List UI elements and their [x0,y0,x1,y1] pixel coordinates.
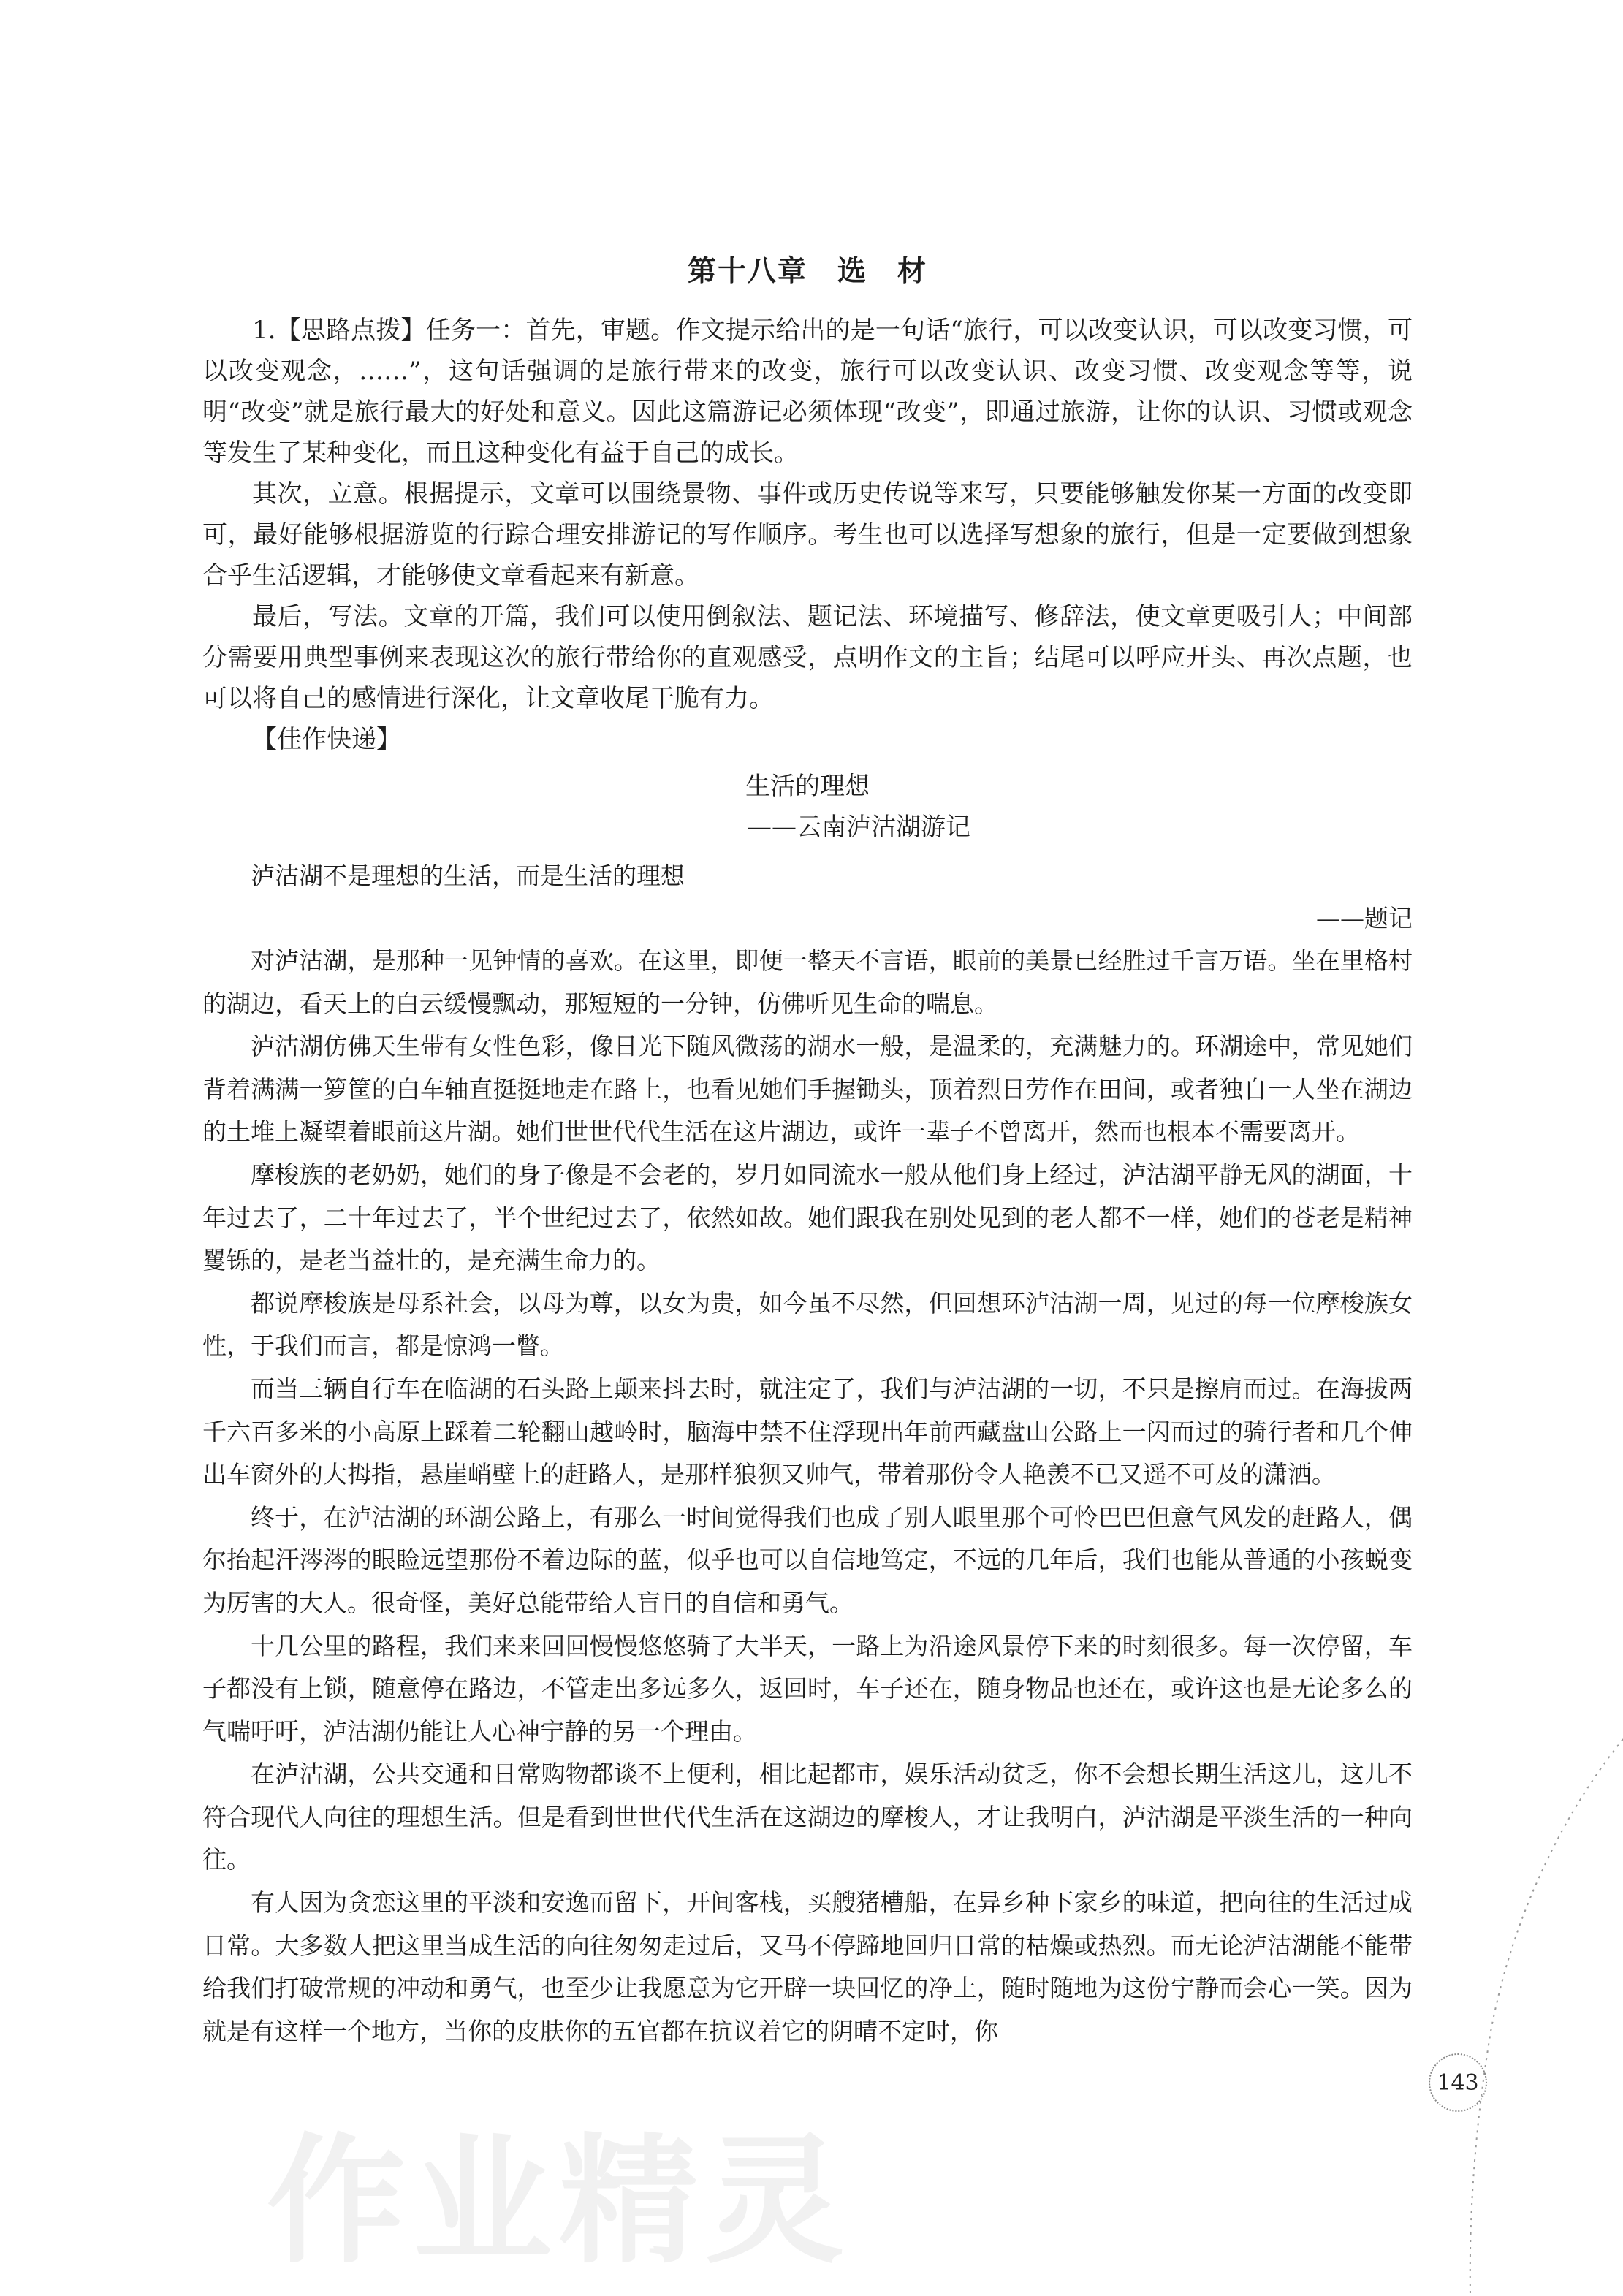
epigraph: 泸沽湖不是理想的生活，而是生活的理想 [251,862,685,890]
essay-paragraph: 摩梭族的老奶奶，她们的身子像是不会老的，岁月如同流水一般从他们身上经过，泸沽湖平静无风的湖面，十年过去了，二十年过去了，半个世纪过去了，依然如故。她们跟我在别处见到的老人都不一样，她们的苍老是精神矍铄的，是老当益壮的，是充满生命力的。 [202,1160,1413,1275]
main-content [202,248,1413,2053]
essay-paragraph: 在泸沽湖，公共交通和日常购物都谈不上便利，相比起都市，娱乐活动贫乏，你不会想长期生活这儿，这儿不符合现代人向往的理想生活。但是看到世世代代生活在这湖边的摩梭人，才让我明白，泸沽湖是平淡生活的一种向往。 [202,1760,1413,1874]
essay-paragraph: 泸沽湖仿佛天生带有女性色彩，像日光下随风微荡的湖水一般，是温柔的，充满魅力的。环湖途中，常见她们背着满满一箩筐的白车轴直挺挺地走在路上，也看见她们手握锄头，顶着烈日劳作在田间，或者独自一人坐在湖边的土堆上凝望着眼前这片湖。她们世世代代生活在这片湖边，或许一辈子不曾离开，然而也根本不需要离开。 [202,1032,1413,1147]
essay-title: 生活的理想 [745,772,870,801]
answer-paragraph: 其次，立意。根据提示，文章可以围绕景物、事件或历史传说等来写，只要能够触发你某一方面的改变即可，最好能够根据游览的行踪合理安排游记的写作顺序。考生也可以选择写想象的旅行，但是一定要做到想象合乎生活逻辑，才能够使文章看起来有新意。 [202,479,1413,590]
essay-paragraph: 终于，在泸沽湖的环湖公路上，有那么一时间觉得我们也成了别人眼里那个可怜巴巴但意气风发的赶路人，偶尔抬起汗涔涔的眼睑远望那份不着边际的蓝，似乎也可以自信地笃定，不远的几年后，我们也能从普通的小孩蜕变为厉害的大人。很奇怪，美好总能带给人盲目的自信和勇气。 [202,1502,1413,1617]
section-label: 【佳作快递】 [252,725,401,754]
chapter-title: 第十八章 选 材 [687,254,927,288]
epigraph-source: ——题记 [1316,904,1413,932]
essay-subtitle: ——云南泸沽湖游记 [747,813,970,842]
watermark: 作业精灵 [267,2121,852,2282]
essay-paragraph: 有人因为贪恋这里的平淡和安逸而留下，开间客栈，买艘猪槽船，在异乡种下家乡的味道，把向往的生活过成日常。大多数人把这里当成生活的向往匆匆走过后，又马不停蹄地回归日常的枯燥或热烈。而无论泸沽湖能不能带给我们打破常规的冲动和勇气，也至少让我愿意为它开辟一块回忆的净土，随时随地为这份宁静而会心一笑。因为就是有这样一个地方，当你的皮肤你的五官都在抗议着它的阴晴不定时，你 [202,1888,1413,2045]
essay-paragraph: 十几公里的路程，我们来来回回慢慢悠悠骑了大半天，一路上为沿途风景停下来的时刻很多。每一次停留，车子都没有上锁，随意停在路边，不管走出多远多久，返回时，车子还在，随身物品也还在，或许这也是无论多么的气喘吁吁，泸沽湖仍能让人心神宁静的另一个理由。 [202,1631,1413,1746]
essay-paragraph: 对泸沽湖，是那种一见钟情的喜欢。在这里，即便一整天不言语，眼前的美景已经胜过千言万语。坐在里格村的湖边，看天上的白云缓慢飘动，那短短的一分钟，仿佛听见生命的喘息。 [202,946,1413,1018]
essay-paragraph: 而当三辆自行车在临湖的石头路上颠来抖去时，就注定了，我们与泸沽湖的一切，不只是擦肩而过。在海拔两千六百多米的小高原上踩着二轮翻山越岭时，脑海中禁不住浮现出年前西藏盘山公路上一闪而过的骑行者和几个伸出车窗外的大拇指，悬崖峭壁上的赶路人，是那样狼狈又帅气，带着那份令人艳羡不已又遥不可及的潇洒。 [202,1374,1413,1489]
answer-paragraph: 1.【思路点拨】任务一：首先，审题。作文提示给出的是一句话“旅行，可以改变认识，可以改变习惯，可以改变观念，……”，这句话强调的是旅行带来的改变，旅行可以改变认识、改变习惯、改变观念等等，说明“改变”就是旅行最大的好处和意义。因此这篇游记必须体现“改变”，即通过旅游，让你的认识、习惯或观念等发生了某种变化，而且这种变化有益于自己的成长。 [202,316,1413,468]
page-number: 143 [1429,2053,1487,2112]
answer-paragraph: 最后，写法。文章的开篇，我们可以使用倒叙法、题记法、环境描写、修辞法，使文章更吸引人；中间部分需要用典型事例来表现这次的旅行带给你的直观感受，点明作文的主旨；结尾可以呼应开头、再次点题，也可以将自己的感情进行深化，让文章收尾干脆有力。 [202,602,1413,713]
essay-paragraph: 都说摩梭族是母系社会，以母为尊，以女为贵，如今虽不尽然，但回想环泸沽湖一周，见过的每一位摩梭族女性，于我们而言，都是惊鸿一瞥。 [202,1288,1413,1361]
